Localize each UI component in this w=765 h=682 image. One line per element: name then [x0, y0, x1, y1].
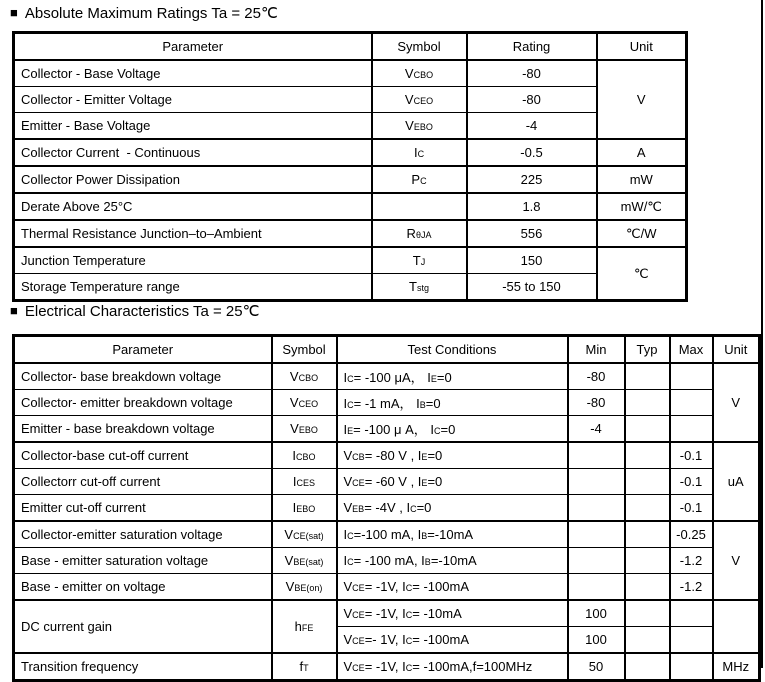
conditions-cell: IC= -100 μA， IE=0: [337, 363, 568, 390]
max-cell: [670, 390, 713, 416]
symbol-cell: PC: [372, 166, 467, 193]
symbol-cell: VCEO: [372, 87, 467, 113]
conditions-cell: IE= -100 μ A， IC=0: [337, 416, 568, 443]
typ-cell: [625, 600, 670, 627]
param-cell: Collector-base cut-off current: [14, 442, 272, 469]
max-cell: -1.2: [670, 548, 713, 574]
table-row: [14, 390, 760, 416]
abs-max-section-title: [10, 4, 278, 24]
column-header: Symbol: [272, 336, 337, 364]
rating-cell: -80: [467, 87, 597, 113]
param-cell: Transition frequency: [14, 653, 272, 681]
min-cell: 50: [568, 653, 625, 681]
table-row: [14, 442, 760, 469]
unit-cell: mW: [597, 166, 687, 193]
max-cell: -0.25: [670, 521, 713, 548]
unit-cell: ℃/W: [597, 220, 687, 247]
min-cell: -80: [568, 363, 625, 390]
unit-cell: ℃: [597, 247, 687, 301]
table-row: [14, 416, 760, 443]
absolute-maximum-ratings-table: [12, 31, 688, 302]
min-cell: 100: [568, 600, 625, 627]
electrical-section-title: [10, 302, 259, 322]
rating-cell: 556: [467, 220, 597, 247]
column-header: Unit: [713, 336, 760, 364]
table-row: [14, 574, 760, 601]
symbol-cell: VCE(sat): [272, 521, 337, 548]
column-header: Parameter: [14, 33, 372, 61]
column-header: Parameter: [14, 336, 272, 364]
symbol-cell: VCBO: [372, 60, 467, 87]
conditions-cell: IC= -100 mA, IB=-10mA: [337, 548, 568, 574]
table-row: [14, 653, 760, 681]
max-cell: [670, 600, 713, 627]
param-cell: Emitter - base breakdown voltage: [14, 416, 272, 443]
conditions-cell: IC=-100 mA, IB=-10mA: [337, 521, 568, 548]
rating-cell: -80: [467, 60, 597, 87]
min-cell: [568, 495, 625, 522]
min-cell: -80: [568, 390, 625, 416]
conditions-cell: VCE= -60 V , IE=0: [337, 469, 568, 495]
symbol-cell: VEBO: [272, 416, 337, 443]
typ-cell: [625, 653, 670, 681]
conditions-cell: VCE= -1V, IC= -10mA: [337, 600, 568, 627]
table-row: [14, 166, 687, 193]
symbol-cell: [372, 193, 467, 220]
symbol-cell: VEBO: [372, 113, 467, 140]
header-row: [14, 33, 687, 61]
conditions-cell: VCE=- 1V, IC= -100mA: [337, 627, 568, 654]
section-bullet-icon: ■: [10, 5, 18, 20]
typ-cell: [625, 495, 670, 522]
symbol-cell: IEBO: [272, 495, 337, 522]
typ-cell: [625, 548, 670, 574]
rating-cell: 225: [467, 166, 597, 193]
unit-cell: V: [713, 521, 760, 600]
max-cell: [670, 363, 713, 390]
table-row: [14, 220, 687, 247]
param-cell: Base - emitter saturation voltage: [14, 548, 272, 574]
electrical-title-text: Electrical Characteristics Ta = 25℃: [24, 303, 260, 320]
min-cell: [568, 574, 625, 601]
param-cell: Thermal Resistance Junction–to–Ambient: [14, 220, 372, 247]
rating-cell: 150: [467, 247, 597, 274]
symbol-cell: hFE: [272, 600, 337, 653]
param-cell: Collectorr cut-off current: [14, 469, 272, 495]
conditions-cell: IC= -1 mA， IB=0: [337, 390, 568, 416]
max-cell: -0.1: [670, 469, 713, 495]
table-row: [14, 548, 760, 574]
table-row: [14, 274, 687, 301]
column-header: Unit: [597, 33, 687, 61]
param-cell: DC current gain: [14, 600, 272, 653]
param-cell: Collector- emitter breakdown voltage: [14, 390, 272, 416]
typ-cell: [625, 442, 670, 469]
column-header: Test Conditions: [337, 336, 568, 364]
symbol-cell: IC: [372, 139, 467, 166]
param-cell: Derate Above 25°C: [14, 193, 372, 220]
min-cell: 100: [568, 627, 625, 654]
symbol-cell: VBE(sat): [272, 548, 337, 574]
min-cell: [568, 442, 625, 469]
column-header: Typ: [625, 336, 670, 364]
max-cell: [670, 653, 713, 681]
unit-cell: V: [597, 60, 687, 139]
param-cell: Base - emitter on voltage: [14, 574, 272, 601]
rating-cell: 1.8: [467, 193, 597, 220]
typ-cell: [625, 469, 670, 495]
electrical-characteristics-table: [12, 334, 761, 682]
header-row: [14, 336, 760, 364]
typ-cell: [625, 416, 670, 443]
symbol-cell: VBE(on): [272, 574, 337, 601]
min-cell: [568, 469, 625, 495]
unit-cell: MHz: [713, 653, 760, 681]
table-row: [14, 60, 687, 87]
max-cell: [670, 416, 713, 443]
column-header: Min: [568, 336, 625, 364]
abs-max-title-text: Absolute Maximum Ratings Ta = 25℃: [24, 5, 278, 22]
min-cell: [568, 521, 625, 548]
param-cell: Emitter - Base Voltage: [14, 113, 372, 140]
table-row: [14, 363, 760, 390]
unit-cell: [713, 600, 760, 653]
param-cell: Collector - Emitter Voltage: [14, 87, 372, 113]
symbol-cell: Tstg: [372, 274, 467, 301]
conditions-cell: VEB= -4V , IC=0: [337, 495, 568, 522]
typ-cell: [625, 390, 670, 416]
table-row: [14, 139, 687, 166]
table-row: [14, 600, 760, 627]
table-row: [14, 469, 760, 495]
symbol-cell: ICES: [272, 469, 337, 495]
param-cell: Collector- base breakdown voltage: [14, 363, 272, 390]
unit-cell: mW/℃: [597, 193, 687, 220]
conditions-cell: VCE= -1V, IC= -100mA: [337, 574, 568, 601]
typ-cell: [625, 627, 670, 654]
typ-cell: [625, 363, 670, 390]
min-cell: [568, 548, 625, 574]
max-cell: -0.1: [670, 442, 713, 469]
column-header: Max: [670, 336, 713, 364]
unit-cell: V: [713, 363, 760, 442]
rating-cell: -4: [467, 113, 597, 140]
page-right-border: [761, 0, 763, 668]
symbol-cell: fT: [272, 653, 337, 681]
symbol-cell: RθJA: [372, 220, 467, 247]
param-cell: Collector Current - Continuous: [14, 139, 372, 166]
param-cell: Collector Power Dissipation: [14, 166, 372, 193]
param-cell: Emitter cut-off current: [14, 495, 272, 522]
symbol-cell: VCBO: [272, 363, 337, 390]
max-cell: -0.1: [670, 495, 713, 522]
symbol-cell: VCEO: [272, 390, 337, 416]
column-header: Rating: [467, 33, 597, 61]
symbol-cell: ICBO: [272, 442, 337, 469]
section-bullet-icon: ■: [10, 303, 18, 318]
typ-cell: [625, 521, 670, 548]
param-cell: Storage Temperature range: [14, 274, 372, 301]
table-row: [14, 247, 687, 274]
param-cell: Collector-emitter saturation voltage: [14, 521, 272, 548]
max-cell: [670, 627, 713, 654]
param-cell: Collector - Base Voltage: [14, 60, 372, 87]
table-row: [14, 87, 687, 113]
table-row: [14, 113, 687, 140]
unit-cell: A: [597, 139, 687, 166]
unit-cell: uA: [713, 442, 760, 521]
table-row: [14, 193, 687, 220]
max-cell: -1.2: [670, 574, 713, 601]
symbol-cell: TJ: [372, 247, 467, 274]
rating-cell: -55 to 150: [467, 274, 597, 301]
typ-cell: [625, 574, 670, 601]
min-cell: -4: [568, 416, 625, 443]
table-row: [14, 521, 760, 548]
table-row: [14, 495, 760, 522]
column-header: Symbol: [372, 33, 467, 61]
param-cell: Junction Temperature: [14, 247, 372, 274]
conditions-cell: VCB= -80 V , IE=0: [337, 442, 568, 469]
conditions-cell: VCE= -1V, IC= -100mA,f=100MHz: [337, 653, 568, 681]
rating-cell: -0.5: [467, 139, 597, 166]
